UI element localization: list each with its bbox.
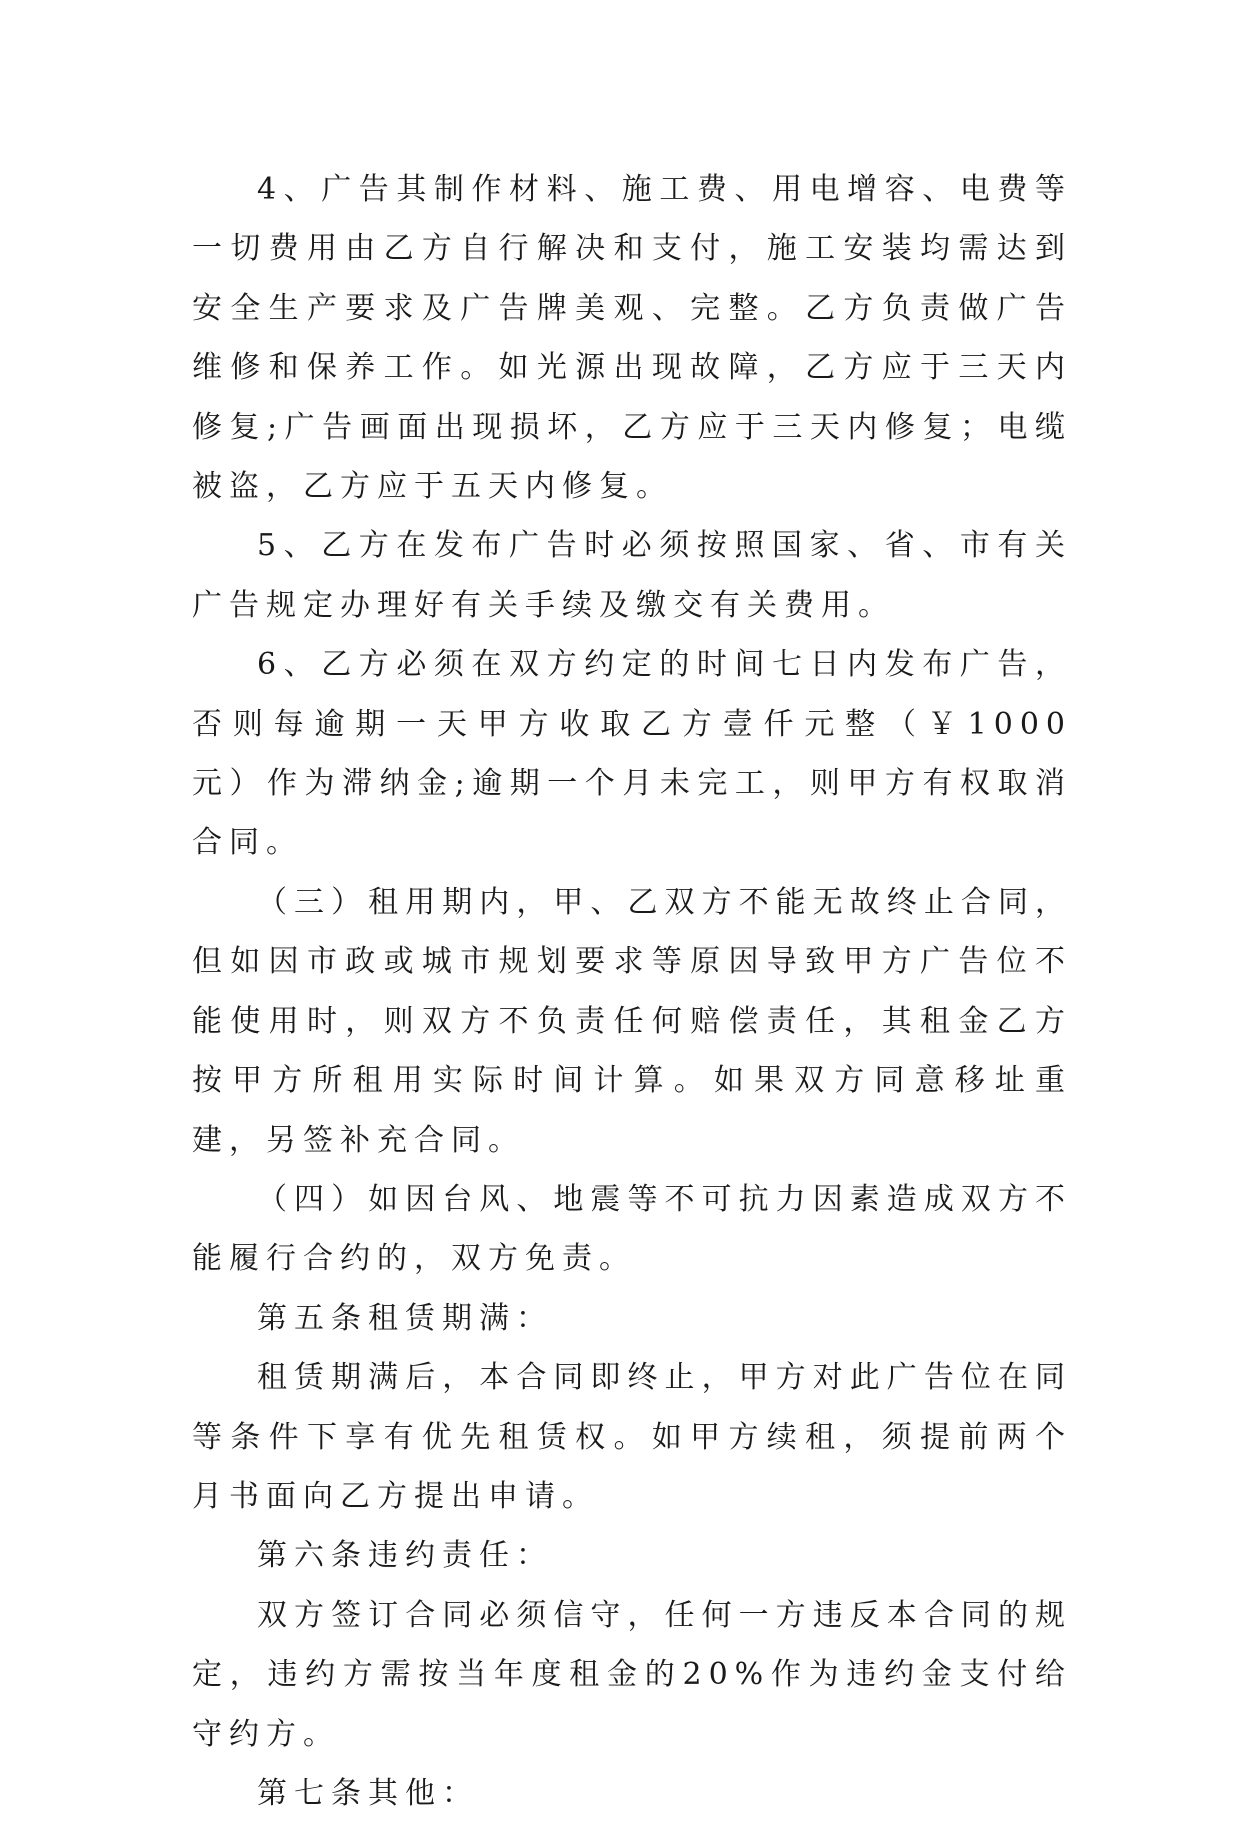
paragraph-clause-4: 4、广告其制作材料、施工费、用电增容、电费等一切费用由乙方自行解决和支付，施工安装均需达到安全生产要求及广告牌美观、完整。乙方负责做广告维修和保养工作。如光源出现故障，乙方应于三天内修复;广告画面出现损坏，乙方应于三天内修复；电缆被盗，乙方应于五天内修复。 xyxy=(192,172,1072,505)
paragraph-clause-6: 6、乙方必须在双方约定的时间七日内发布广告，否则每逾期一天甲方收取乙方壹仟元整（￥1000 元）作为滞纳金;逾期一个月未完工，则甲方有权取消合同。 xyxy=(192,647,1072,861)
paragraph-clause-5: 5、乙方在发布广告时必须按照国家、省、市有关广告规定办理好有关手续及缴交有关费用。 xyxy=(192,528,1072,623)
paragraph-article-6-body: 双方签订合同必须信守，任何一方违反本合同的规定，违约方需按当年度租金的20%作为违约金支付给守约方。 xyxy=(192,1597,1072,1752)
paragraph-article-5-body: 租赁期满后，本合同即终止，甲方对此广告位在同等条件下享有优先租赁权。如甲方续租，须提前两个月书面向乙方提出申请。 xyxy=(192,1360,1072,1514)
paragraph-section-4: （四）如因台风、地震等不可抗力因素造成双方不能履行合约的，双方免责。 xyxy=(192,1181,1072,1277)
paragraph-section-3: （三）租用期内，甲、乙双方不能无故终止合同，但如因市政或城市规划要求等原因导致甲方广告位不能使用时，则双方不负责任何赔偿责任，其租金乙方按甲方所租用实际时间计算。如果双方同意移址重建，另签补充合同。 xyxy=(192,884,1072,1158)
heading-article-5: 第五条租赁期满： xyxy=(257,1300,553,1336)
document-page xyxy=(192,160,1072,1823)
heading-article-6: 第六条违约责任： xyxy=(257,1538,553,1574)
heading-article-7: 第七条其他： xyxy=(257,1775,479,1811)
